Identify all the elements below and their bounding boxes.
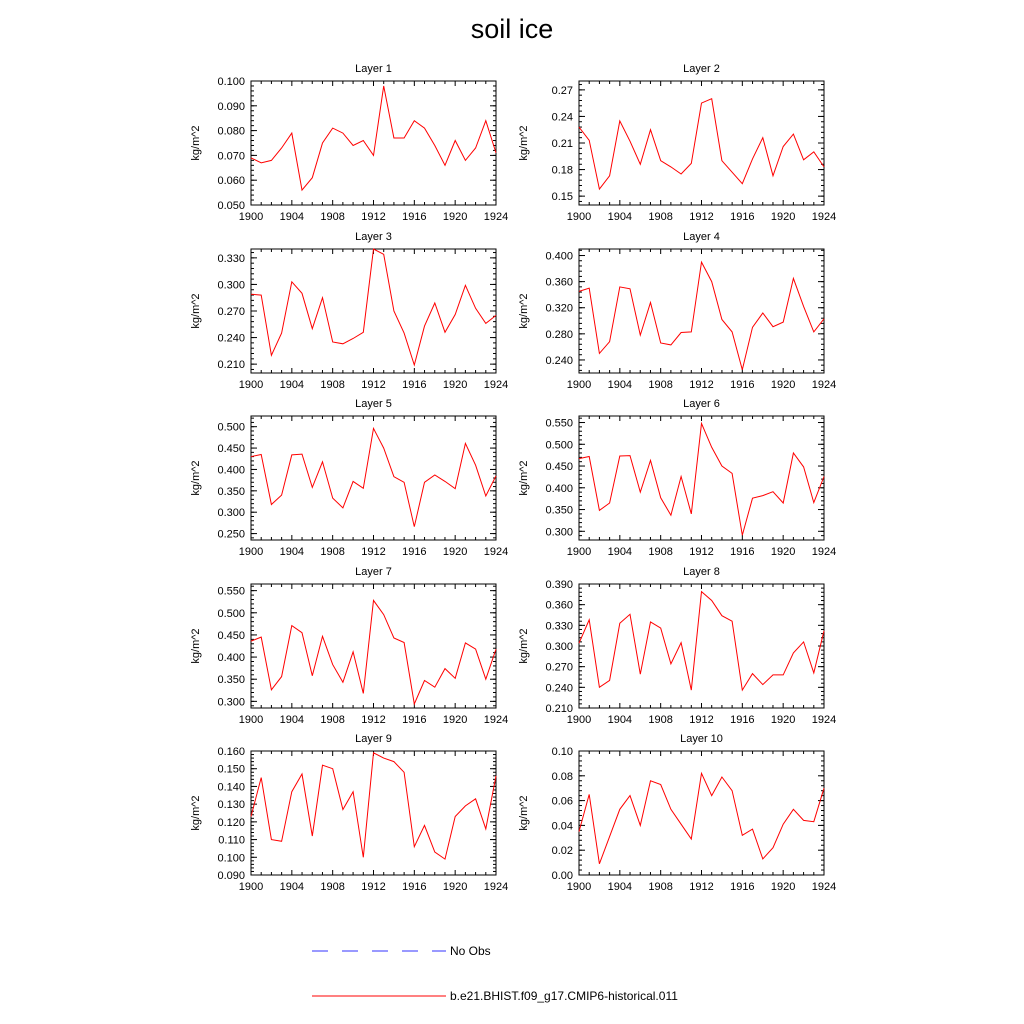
x-tick-label: 1924 — [483, 211, 509, 223]
y-tick-label: 0.360 — [545, 276, 573, 289]
y-tick-label: 0.090 — [217, 870, 245, 882]
x-tick-label: 1920 — [770, 546, 796, 558]
y-tick-label: 0.100 — [217, 852, 245, 865]
x-tick-label: 1920 — [770, 714, 796, 726]
y-tick-label: 0.070 — [217, 150, 245, 163]
series-line — [251, 428, 496, 526]
panel-title: Layer 10 — [680, 733, 723, 745]
y-tick-label: 0.350 — [545, 504, 573, 517]
x-tick-label: 1900 — [566, 379, 592, 391]
x-tick-label: 1900 — [566, 546, 592, 558]
panel-layer-10 — [518, 733, 836, 893]
x-tick-label: 1920 — [442, 714, 468, 726]
y-tick-label: 0.400 — [545, 482, 573, 495]
series-line — [251, 753, 496, 859]
series-line — [251, 249, 496, 365]
panel-title: Layer 6 — [683, 398, 720, 410]
y-tick-label: 0.210 — [545, 703, 573, 715]
panel-title: Layer 3 — [355, 231, 392, 243]
legend — [312, 944, 678, 1003]
x-tick-label: 1912 — [689, 881, 714, 893]
y-tick-label: 0.270 — [217, 306, 245, 318]
legend-label: b.e21.BHIST.f09_g17.CMIP6-historical.011 — [450, 989, 678, 1003]
y-tick-label: 0.300 — [217, 279, 245, 292]
y-tick-label: 0.150 — [217, 763, 245, 776]
y-tick-label: 0.390 — [545, 579, 573, 591]
y-tick-label: 0.550 — [545, 417, 573, 430]
y-tick-label: 0.320 — [545, 302, 573, 315]
y-axis-label: kg/m^2 — [518, 795, 530, 831]
y-tick-label: 0.350 — [217, 485, 245, 498]
series-line — [579, 99, 824, 189]
y-tick-label: 0.330 — [545, 620, 573, 633]
x-tick-label: 1904 — [607, 211, 633, 223]
x-tick-label: 1916 — [402, 379, 427, 391]
x-tick-label: 1920 — [442, 881, 468, 893]
y-tick-label: 0.21 — [551, 138, 573, 150]
y-axis-label: kg/m^2 — [190, 460, 202, 496]
x-tick-label: 1924 — [811, 379, 837, 391]
panel-title: Layer 2 — [683, 63, 720, 75]
y-tick-label: 0.270 — [545, 661, 573, 674]
panel-layer-4 — [518, 231, 836, 391]
x-tick-label: 1916 — [730, 379, 755, 391]
y-axis-label: kg/m^2 — [518, 628, 530, 664]
y-tick-label: 0.400 — [545, 250, 573, 263]
y-tick-label: 0.210 — [217, 359, 245, 372]
x-tick-label: 1920 — [770, 211, 796, 223]
panel-layer-7 — [190, 566, 508, 726]
y-axis-label: kg/m^2 — [518, 293, 530, 329]
x-tick-label: 1912 — [689, 714, 714, 726]
x-tick-label: 1916 — [402, 546, 427, 558]
y-tick-label: 0.04 — [551, 820, 573, 833]
x-tick-label: 1916 — [730, 881, 755, 893]
y-axis-label: kg/m^2 — [190, 628, 202, 664]
x-tick-label: 1912 — [689, 379, 714, 391]
x-tick-label: 1900 — [566, 714, 592, 726]
panel-layer-5 — [190, 398, 508, 558]
y-tick-label: 0.18 — [551, 164, 573, 177]
series-line — [579, 773, 824, 864]
y-tick-label: 0.100 — [217, 76, 245, 88]
y-tick-label: 0.00 — [551, 870, 573, 882]
panel-layer-6 — [518, 398, 836, 558]
x-tick-label: 1924 — [811, 881, 837, 893]
series-line — [579, 423, 824, 535]
x-tick-label: 1908 — [648, 546, 673, 558]
x-tick-label: 1900 — [238, 211, 264, 223]
y-tick-label: 0.24 — [551, 111, 573, 124]
x-tick-label: 1908 — [648, 211, 673, 223]
x-tick-label: 1908 — [648, 714, 673, 726]
x-tick-label: 1924 — [811, 211, 837, 223]
y-tick-label: 0.15 — [551, 191, 573, 204]
y-tick-label: 0.350 — [217, 674, 245, 687]
y-tick-label: 0.160 — [217, 746, 245, 758]
y-tick-label: 0.450 — [217, 629, 245, 642]
x-tick-label: 1904 — [279, 211, 305, 223]
x-tick-label: 1904 — [607, 379, 633, 391]
x-tick-label: 1920 — [442, 211, 468, 223]
x-tick-label: 1900 — [238, 714, 264, 726]
y-tick-label: 0.27 — [551, 84, 573, 97]
x-tick-label: 1904 — [607, 714, 633, 726]
x-tick-label: 1904 — [279, 546, 305, 558]
y-tick-label: 0.240 — [545, 682, 573, 695]
x-tick-label: 1912 — [361, 211, 386, 223]
x-tick-label: 1924 — [811, 546, 837, 558]
x-tick-label: 1924 — [811, 714, 837, 726]
x-tick-label: 1912 — [361, 379, 386, 391]
y-tick-label: 0.400 — [217, 464, 245, 477]
x-tick-label: 1924 — [483, 546, 509, 558]
legend-label: No Obs — [450, 944, 491, 958]
x-tick-label: 1920 — [770, 881, 796, 893]
y-tick-label: 0.500 — [545, 439, 573, 452]
x-tick-label: 1904 — [279, 714, 305, 726]
panel-layer-1 — [190, 63, 508, 223]
x-tick-label: 1908 — [648, 379, 673, 391]
y-tick-label: 0.130 — [217, 799, 245, 812]
series-line — [579, 592, 824, 691]
x-tick-label: 1908 — [320, 379, 345, 391]
x-tick-label: 1924 — [483, 881, 509, 893]
x-tick-label: 1912 — [689, 546, 714, 558]
plot-frame — [579, 416, 824, 540]
plot-frame — [251, 416, 496, 540]
x-tick-label: 1920 — [442, 379, 468, 391]
series-line — [251, 600, 496, 704]
plot-frame — [579, 751, 824, 875]
x-tick-label: 1916 — [730, 211, 755, 223]
y-tick-label: 0.060 — [217, 175, 245, 188]
x-tick-label: 1916 — [402, 881, 427, 893]
x-tick-label: 1920 — [770, 379, 796, 391]
panel-title: Layer 4 — [683, 231, 720, 243]
panel-layer-3 — [190, 231, 508, 391]
series-line — [251, 86, 496, 190]
y-tick-label: 0.240 — [545, 354, 573, 367]
y-tick-label: 0.06 — [551, 795, 573, 808]
x-tick-label: 1904 — [279, 379, 305, 391]
panel-layer-9 — [190, 733, 508, 893]
panel-title: Layer 8 — [683, 566, 720, 578]
y-tick-label: 0.360 — [545, 599, 573, 612]
y-tick-label: 0.400 — [217, 652, 245, 665]
x-tick-label: 1900 — [238, 546, 264, 558]
x-tick-label: 1912 — [361, 881, 386, 893]
y-tick-label: 0.500 — [217, 421, 245, 434]
x-tick-label: 1912 — [361, 714, 386, 726]
panel-title: Layer 7 — [355, 566, 392, 578]
panel-layer-2 — [518, 63, 836, 223]
x-tick-label: 1904 — [279, 881, 305, 893]
y-tick-label: 0.330 — [217, 252, 245, 265]
panel-title: Layer 1 — [355, 63, 392, 75]
x-tick-label: 1912 — [689, 211, 714, 223]
x-tick-label: 1904 — [607, 881, 633, 893]
plot-frame — [251, 81, 496, 205]
y-tick-label: 0.240 — [217, 332, 245, 345]
y-tick-label: 0.110 — [218, 834, 245, 847]
x-tick-label: 1916 — [402, 714, 427, 726]
x-tick-label: 1904 — [607, 546, 633, 558]
x-tick-label: 1916 — [730, 546, 755, 558]
panel-layer-8 — [518, 566, 836, 726]
y-tick-label: 0.450 — [217, 443, 245, 456]
y-axis-label: kg/m^2 — [190, 125, 202, 161]
y-tick-label: 0.08 — [551, 770, 573, 783]
y-axis-label: kg/m^2 — [190, 293, 202, 329]
y-tick-label: 0.300 — [217, 507, 245, 520]
y-tick-label: 0.080 — [217, 125, 245, 138]
y-tick-label: 0.050 — [217, 200, 245, 212]
x-tick-label: 1912 — [361, 546, 386, 558]
page-title: soil ice — [470, 14, 554, 44]
y-tick-label: 0.500 — [217, 607, 245, 620]
y-tick-label: 0.300 — [217, 696, 245, 709]
y-tick-label: 0.250 — [217, 528, 245, 541]
x-tick-label: 1900 — [238, 379, 264, 391]
x-tick-label: 1900 — [566, 881, 592, 893]
y-tick-label: 0.280 — [545, 328, 573, 341]
x-tick-label: 1924 — [483, 379, 509, 391]
y-axis-label: kg/m^2 — [190, 795, 202, 831]
x-tick-label: 1924 — [483, 714, 509, 726]
x-tick-label: 1908 — [320, 881, 345, 893]
y-tick-label: 0.450 — [545, 461, 573, 474]
y-tick-label: 0.10 — [551, 746, 573, 758]
x-tick-label: 1920 — [442, 546, 468, 558]
panel-title: Layer 9 — [355, 733, 392, 745]
x-tick-label: 1908 — [320, 211, 345, 223]
x-tick-label: 1908 — [648, 881, 673, 893]
y-tick-label: 0.300 — [545, 526, 573, 539]
y-tick-label: 0.120 — [217, 816, 245, 829]
x-tick-label: 1916 — [730, 714, 755, 726]
plot-frame — [251, 249, 496, 373]
panel-title: Layer 5 — [355, 398, 392, 410]
series-line — [579, 262, 824, 370]
y-axis-label: kg/m^2 — [518, 460, 530, 496]
y-tick-label: 0.300 — [545, 641, 573, 653]
x-tick-label: 1916 — [402, 211, 427, 223]
y-tick-label: 0.550 — [217, 585, 245, 598]
y-tick-label: 0.140 — [217, 781, 245, 794]
y-axis-label: kg/m^2 — [518, 125, 530, 161]
x-tick-label: 1908 — [320, 714, 345, 726]
x-tick-label: 1908 — [320, 546, 345, 558]
x-tick-label: 1900 — [566, 211, 592, 223]
x-tick-label: 1900 — [238, 881, 264, 893]
y-tick-label: 0.02 — [551, 845, 573, 858]
y-tick-label: 0.090 — [217, 100, 245, 113]
